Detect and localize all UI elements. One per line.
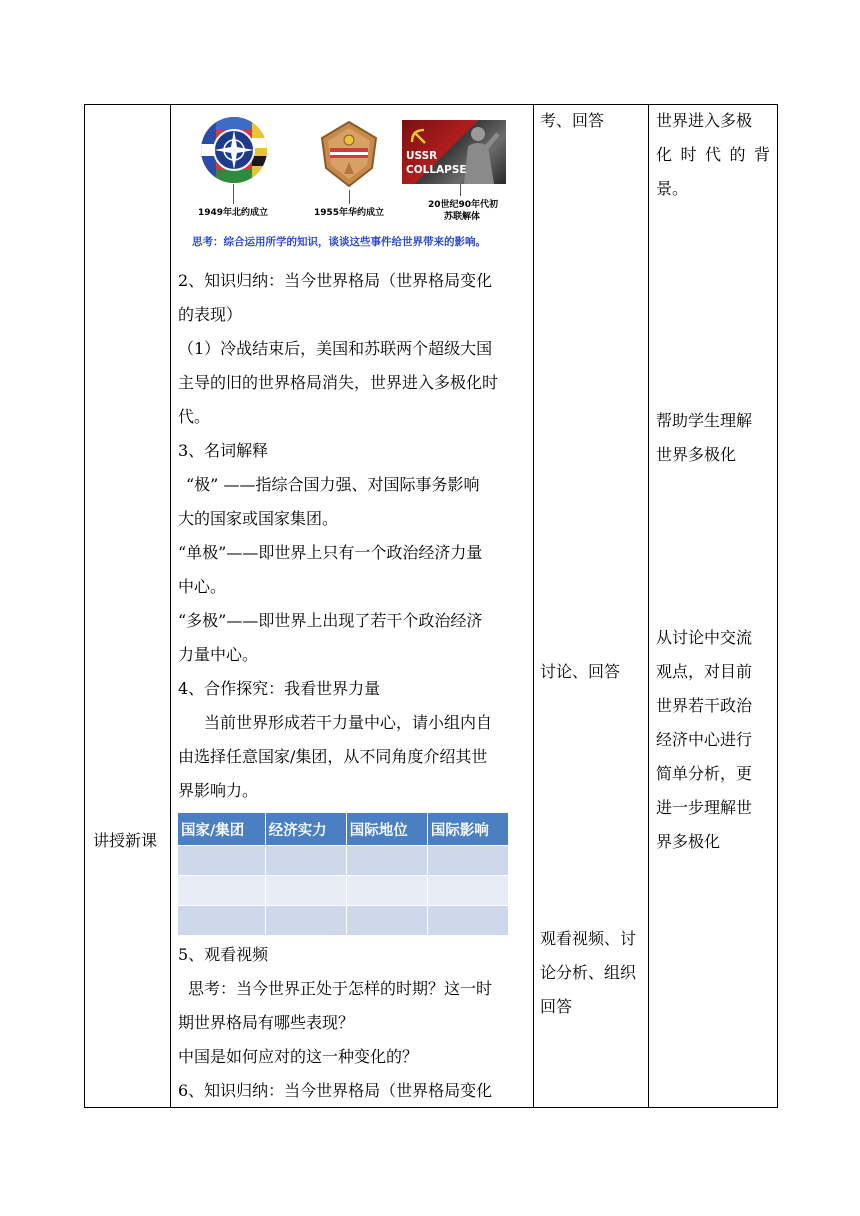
table-row xyxy=(178,846,509,876)
purpose-line: 简单分析，更 xyxy=(656,764,753,783)
content-line: 大的国家或国家集团。 xyxy=(178,509,339,528)
content-block-1 xyxy=(178,264,524,808)
content-line: 当前世界形成若干力量中心，请小组内自 xyxy=(204,713,493,732)
content-line: “多极”——即世界上出现了若干个政治经济 xyxy=(178,611,483,630)
content-line: “极” ——指综合国力强、对国际事务影响 xyxy=(186,475,480,494)
purpose-line: 从讨论中交流 xyxy=(656,628,753,647)
content-line: 中国是如何应对的这一种变化的？ xyxy=(178,1047,419,1066)
content-line: 期世界格局有哪些表现？ xyxy=(178,1013,355,1032)
activity-line: 论分析、组织 xyxy=(540,963,637,982)
nato-emblem-icon xyxy=(196,116,272,184)
table-header: 国际影响 xyxy=(427,813,508,846)
content-line: 4、合作探究：我看世界力量 xyxy=(178,679,381,698)
purpose-line: 帮助学生理解 xyxy=(656,411,753,430)
content-line: 的表现） xyxy=(178,305,243,324)
nato-caption: 1949年北约成立 xyxy=(198,208,269,218)
purpose-line: 景。 xyxy=(656,179,689,198)
ussr-caption-2: 苏联解体 xyxy=(444,212,481,222)
table-header: 国家/集团 xyxy=(178,813,265,846)
purpose-line: 观点，对目前 xyxy=(656,662,753,681)
warsaw-pact-emblem-icon xyxy=(316,118,382,190)
table-row xyxy=(178,906,509,936)
ussr-caption-1: 20世纪90年代初 xyxy=(428,200,499,210)
purpose-line: 世界若干政治 xyxy=(656,696,753,715)
content-line: 由选择任意国家/集团，从不同角度介绍其世 xyxy=(178,747,488,766)
student-activity-2: 讨论、回答 xyxy=(540,662,621,681)
content-line: 代。 xyxy=(178,407,211,426)
student-activity-3 xyxy=(540,922,636,1024)
content-line: （1）冷战结束后，美国和苏联两个超级大国 xyxy=(178,339,493,358)
content-line: 中心。 xyxy=(178,577,227,596)
column-divider-2 xyxy=(533,104,534,1108)
content-line: 2、知识归纳：当今世界格局（世界格局变化 xyxy=(178,271,493,290)
student-activity-1: 考、回答 xyxy=(540,111,605,130)
purpose-1 xyxy=(656,104,770,206)
table-row xyxy=(178,876,509,906)
ussr-collapse-image xyxy=(402,120,506,184)
purpose-line: 界多极化 xyxy=(656,832,721,851)
column-divider-1 xyxy=(170,104,171,1108)
purpose-line: 世界进入多极 xyxy=(656,111,753,130)
content-line: 3、名词解释 xyxy=(178,441,269,460)
content-line: 思考：当今世界正处于怎样的时期？这一时 xyxy=(188,979,493,998)
purpose-line: 世界多极化 xyxy=(656,445,737,464)
activity-line: 回答 xyxy=(540,997,573,1016)
activity-line: 观看视频、讨 xyxy=(540,929,637,948)
purpose-line: 化时代的背 xyxy=(656,145,770,164)
purpose-3 xyxy=(656,621,770,859)
table-header: 国际地位 xyxy=(346,813,427,846)
warsaw-caption: 1955年华约成立 xyxy=(314,208,385,218)
purpose-line: 经济中心进行 xyxy=(656,730,753,749)
content-line: 5、观看视频 xyxy=(178,945,269,964)
content-line: 界影响力。 xyxy=(178,781,259,800)
world-power-table xyxy=(178,813,509,935)
ussr-overlay-1: USSR xyxy=(406,150,438,162)
content-line: 6、知识归纳：当今世界格局（世界格局变化 xyxy=(178,1081,493,1100)
hammer-sickle-icon xyxy=(408,126,430,148)
purpose-line: 进一步理解世 xyxy=(656,798,753,817)
purpose-2 xyxy=(656,404,770,472)
content-line: 主导的旧的世界格局消失，世界进入多极化时 xyxy=(178,373,499,392)
think-caption: 思考：综合运用所学的知识，谈谈这些事件给世界带来的影响。 xyxy=(192,236,486,248)
section-label: 讲授新课 xyxy=(93,831,158,850)
ussr-overlay-2: COLLAPSE xyxy=(406,164,467,176)
content-line: “单极”——即世界上只有一个政治经济力量 xyxy=(178,543,483,562)
history-images xyxy=(192,116,512,226)
table-header: 经济实力 xyxy=(265,813,346,846)
content-line: 力量中心。 xyxy=(178,645,259,664)
column-divider-3 xyxy=(648,104,649,1108)
content-block-2 xyxy=(178,938,524,1108)
